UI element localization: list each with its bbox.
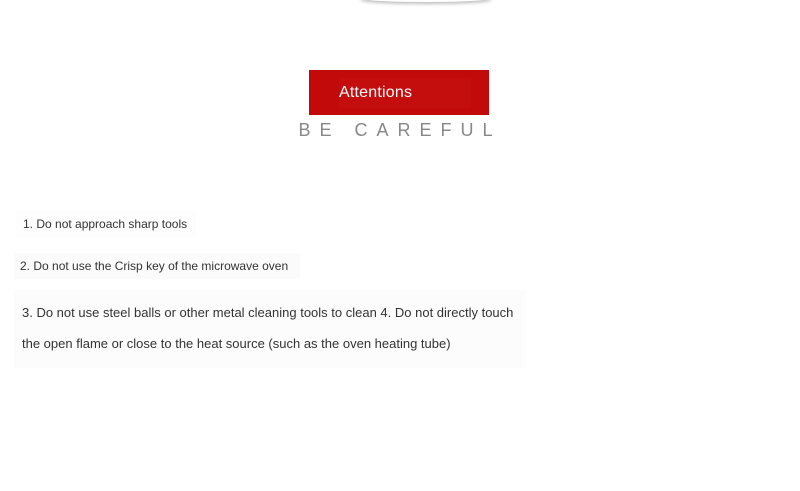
section-header-banner: [309, 70, 489, 115]
notice-item-2: 2. Do not use the Crisp key of the microwave oven: [14, 253, 300, 279]
notice-item-3: 3. Do not use steel balls or other metal cleaning tools to clean 4. Do not directly touch the open flame or close to the heat source (such as the oven heating tube): [14, 290, 526, 368]
section-title: Attentions: [339, 83, 413, 101]
section-subtitle: BE CAREFUL: [298, 120, 502, 140]
notice-item-1: 1. Do not approach sharp tools: [16, 210, 196, 238]
product-image-edge: [360, 0, 492, 2]
